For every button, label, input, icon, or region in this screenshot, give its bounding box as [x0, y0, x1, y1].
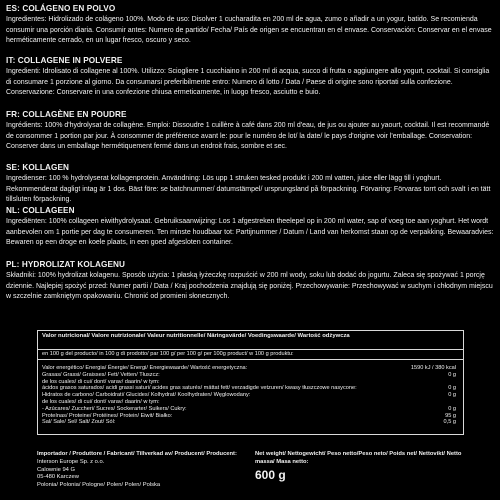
nutrient-value: 0 g	[448, 385, 456, 392]
nutrient-label: Hidratos de carbono/ Carboidrati/ Glucides/ Kolhydrat/ Koolhydraten/ Węglowodany:	[42, 392, 251, 399]
nutrition-table	[37, 330, 464, 435]
nutrient-label: - Azúcares/ Zuccheri/ Sucres/ Sockerarter/ Suikers/ Cukry:	[42, 405, 187, 412]
section-text: Składniki: 100% hydrolizat kolagenu. Sposób użycia: 1 płaską łyżeczkę rozpuścić w 200 ml wody, soku lub dodać do jogurtu. Zaleca się spożywać 1 porcję dziennie. Najlepiej spożyć przed: Numer partii / Data / Kraj pochodzenia znajdują się poniżej. Przechowywanie: Przechowywać w suchym i chłodnym miejscu w szczelnie zamkniętym opakowaniu. Chronić od promieni słonecznych.	[6, 272, 493, 301]
nutrient-label: Sal/ Sale/ Sel/ Salt/ Zout/ Sól:	[42, 419, 116, 426]
net-weight-block	[255, 451, 465, 482]
section-heading: NL: COLLAGEEN	[6, 206, 75, 215]
nutrition-row	[42, 419, 460, 426]
nutrient-label: Proteínas/ Proteine/ Protéines/ Protein/ Eiwit/ Białko:	[42, 412, 173, 419]
company-country: Polonia/ Polonia/ Pologne/ Polen/ Polen/ Polska	[37, 482, 161, 489]
section-text: Ingredienti: Idrolisato di collagene al 100%. Utilizzo: Sciogliere 1 cucchiaino in 200 ml di acqua, succo di frutta o aggiungere allo yogurt, cocktail. Si consiglia di consumare 1 porzione al giorno. Da consumarsi preferibilmente entro: Numero di lotto / Data / Paese di origine sono riportati sulla confezione. Conservazione: Conservare in una confezione chiusa ermeticamente, in luogo fresco, asciutto e buio.	[6, 68, 490, 97]
section-fr	[6, 110, 494, 153]
nutrient-label: Grasas/ Grassi/ Graisses/ Fett/ Vetten/ Tłuszcz:	[42, 371, 160, 378]
nutrient-label: de los cuales/ di cui/ dont/ varav/ daarin/ w tym:	[42, 398, 160, 405]
nutrition-per-row	[38, 349, 463, 360]
section-pl	[6, 260, 494, 303]
section-text: Ingrédients: 100% d'hydrolysat de collagène. Emploi: Dissoudre 1 cuillère à café dans 200 ml d'eau, de jus ou ajouter au yaourt, cocktail. Il est recommandé de consommer 1 portion par jour. À consommer de préférence avant le: pour le numéro de lot/ la date/ le pays d'origine voir l'emballage. Conservation: Conserver dans un emballage hermétiquement fermé dans un endroit frais, sombre et sec.	[6, 122, 490, 151]
section-text: Ingredienser: 100 % hydrolyserat kollagenprotein. Användning: Lös upp 1 struken tesked produkt i 200 ml vatten, juice eller lägg till i yoghurt. Rekommenderat dagligt intag är 1 dos. Bäst före: se batchnummer/ datumstämpel/ ursprungsland på förpackning. Förvaring: Förvaras torrt och svalt i en tätt tillsluten förpackning.	[6, 175, 491, 204]
nutrient-label: Valor energético/ Energia/ Énergie/ Energi/ Energiewaarde/ Wartość energetyczna:	[42, 365, 248, 371]
net-weight-label: Net weight/ Nettogewicht/ Peso netto/Peso neto/ Poids net/ Nettovikt/ Netto massa/ Masa netto:	[255, 451, 462, 465]
nutrition-row	[42, 372, 460, 379]
nutrient-value: 0,5 g	[443, 419, 456, 426]
nutrition-row	[42, 413, 460, 420]
section-heading: IT: COLLAGENE IN POLVERE	[6, 56, 123, 65]
section-text: Ingredientes: Hidrolizado de colágeno 100%. Modo de uso: Disolver 1 cucharadita en 200 ml de agua, zumo o añadir a un yogur, batido. Se recomienda consumir una porción diaria. Consumir antes: Numero de partido/ Fecha/ País de origen se encuentran en el envase. Conservación: Conservar en el envase herméticamente cerrado, en un lugar fresco, oscuro y seco.	[6, 16, 492, 45]
nutrient-value: 0 g	[448, 405, 456, 412]
nutrition-row	[42, 399, 460, 406]
section-es	[6, 4, 494, 47]
importer-block	[37, 451, 247, 490]
section-se	[6, 163, 494, 206]
nutrient-value: 0 g	[448, 371, 456, 378]
company-city: 05-480 Karczew	[37, 474, 79, 481]
nutrient-label: ácidos grasos saturados/ acidi grassi saturi/ acides gras saturés/ mättat fett/ verzadigde vetzuren/ kwasy tłuszczowe nasycone:	[42, 385, 357, 392]
section-text: Ingrediënten: 100% collageen eiwithydrolysaat. Gebruiksaanwijzing: Los 1 afgestreken theelepel op in 200 ml water, sap of voeg toe aan yoghurt. Het wordt aanbevolen om 1 portie per dag te consumeren. Ten minste houdbaar tot: Partijnummer / Datum / Land van herkomst staan op de verpakking. Bewaaradvies: Bewaren op een droge en koele plaats, in een goed afgesloten container.	[6, 218, 494, 247]
section-heading: PL: HYDROLIZAT KOLAGENU	[6, 260, 126, 269]
nutrition-row	[42, 406, 460, 413]
company-name: Interson Europe Sp. z o.o.	[37, 458, 105, 465]
nutrient-value: 95 g	[445, 412, 456, 419]
nutrition-row	[42, 385, 460, 392]
nutrition-row	[42, 365, 460, 372]
nutrient-label: de los cuales/ di cui/ dont/ varav/ daarin/ w tym:	[42, 378, 160, 385]
section-it	[6, 56, 494, 99]
nutrition-row	[42, 392, 460, 399]
section-heading: FR: COLLAGÈNE EN POUDRE	[6, 110, 127, 119]
importer-label: Importador / Produttore / Fabricant/ Tillverkad av/ Producent/ Producent:	[37, 451, 237, 457]
nutrition-title: Valor nutricional/ Valore nutrizionale/ Valeur nutritionnelle/ Näringsvärde/ Voedingswaarde/ Wartość odżywcza	[42, 333, 350, 339]
nutrition-row	[42, 379, 460, 386]
nutrient-value: 0 g	[448, 392, 456, 399]
section-heading: ES: COLÁGENO EN POLVO	[6, 4, 116, 13]
nutrition-per-label: en 100 g del producto/ in 100 g di prodotto/ par 100 g/ per 100 g/ per 100g product/ w 100 g produktu:	[42, 351, 294, 357]
nutrient-value: 1590 kJ / 380 kcal	[410, 365, 456, 371]
section-heading: SE: KOLLAGEN	[6, 163, 70, 172]
nutrition-rows	[42, 365, 460, 426]
company-street: Calownie 94 G	[37, 466, 76, 473]
net-weight-value: 600 g	[255, 467, 286, 482]
section-nl	[6, 206, 494, 249]
